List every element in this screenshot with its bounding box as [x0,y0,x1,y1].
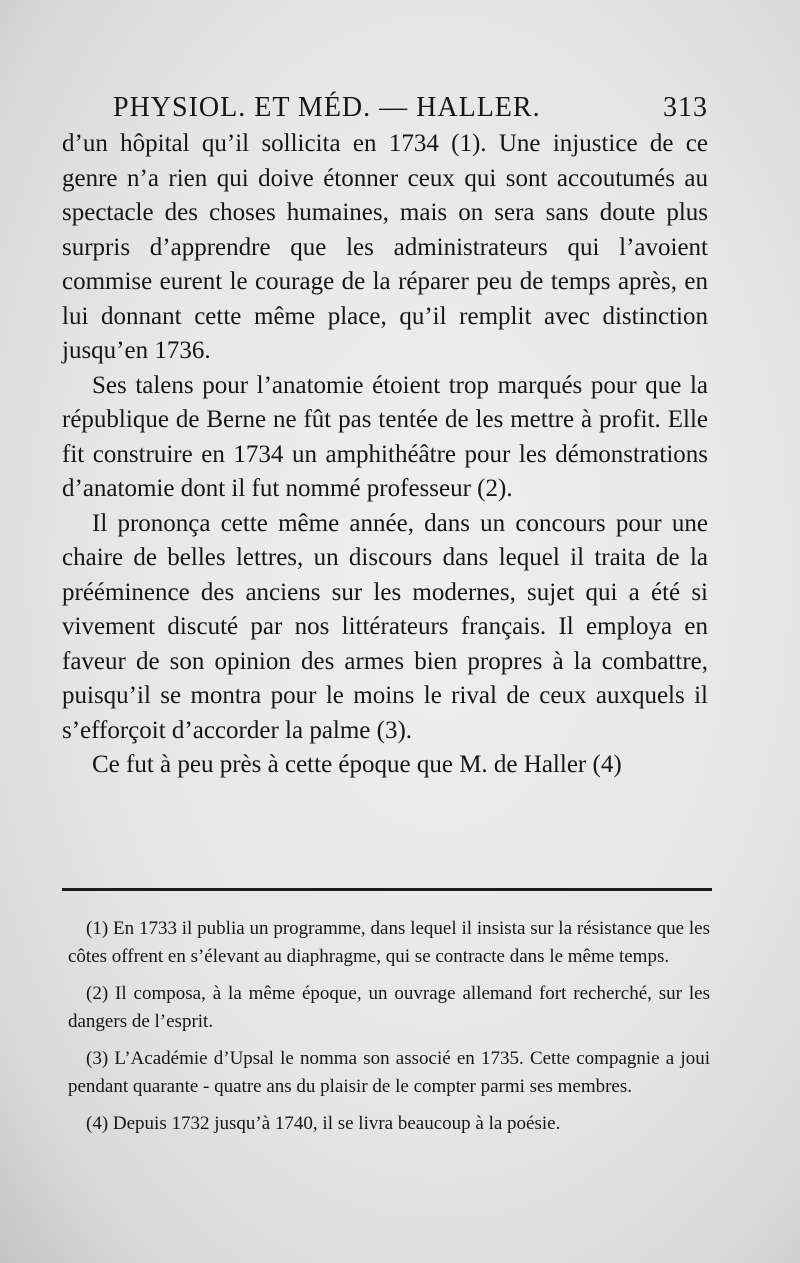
running-title: PHYSIOL. ET MÉD. — HALLER. [113,92,541,123]
footnote-1: (1) En 1733 il publia un programme, dans lequel il insista sur la résistance que les côtes offrent en s’élevant au diaphragme, qui se contracte dans le même temps. [68,918,710,967]
page-number: 313 [663,92,708,123]
footnote-3: (3) L’Académie d’Upsal le nomma son associé en 1735. Cette compagnie a joui pendant quarante - quatre ans du plaisir de le compter parmi ses membres. [68,1048,710,1097]
paragraph-anatomy-talents: Ses talens pour l’anatomie étoient trop marqués pour que la république de Berne ne fût pas tentée de les mettre à profit. Elle fit construire en 1734 un amphithéâtre pour les démonstrations d’anatomie dont il fut nommé professeur (2). [62,371,708,502]
paragraph-continuation: d’un hôpital qu’il sollicita en 1734 (1). Une injustice de ce genre n’a rien qui doive étonner ceux qui sont accoutumés au spectacle des choses humaines, mais on sera sans doute plus surpris d’apprendre que les administrateurs qui l’avoient commise eurent le courage de la réparer peu de temps après, en lui donnant cette même place, qu’il remplit avec distinction jusqu’en 1736. [62,130,708,364]
main-text [62,127,708,783]
running-header [113,88,708,128]
footnote-4: (4) Depuis 1732 jusqu’à 1740, il se livra beaucoup à la poésie. [86,1113,561,1134]
paragraph-epoch: Ce fut à peu près à cette époque que M. de Haller (4) [92,751,622,778]
footnote-2: (2) Il composa, à la même époque, un ouvrage allemand fort recherché, sur les dangers de l’esprit. [68,983,710,1032]
footnote-rule [62,888,712,891]
paragraph-discourse: Il prononça cette même année, dans un concours pour une chaire de belles lettres, un discours dans lequel il traita de la prééminence des anciens sur les modernes, sujet qui a été si vivement discuté par nos littérateurs français. Il employa en faveur de son opinion des armes bien propres à la combattre, puisqu’il se montra pour le moins le rival de ceux auxquels il s’efforçoit d’accorder la palme (3). [62,509,708,744]
footnotes [68,915,710,1147]
